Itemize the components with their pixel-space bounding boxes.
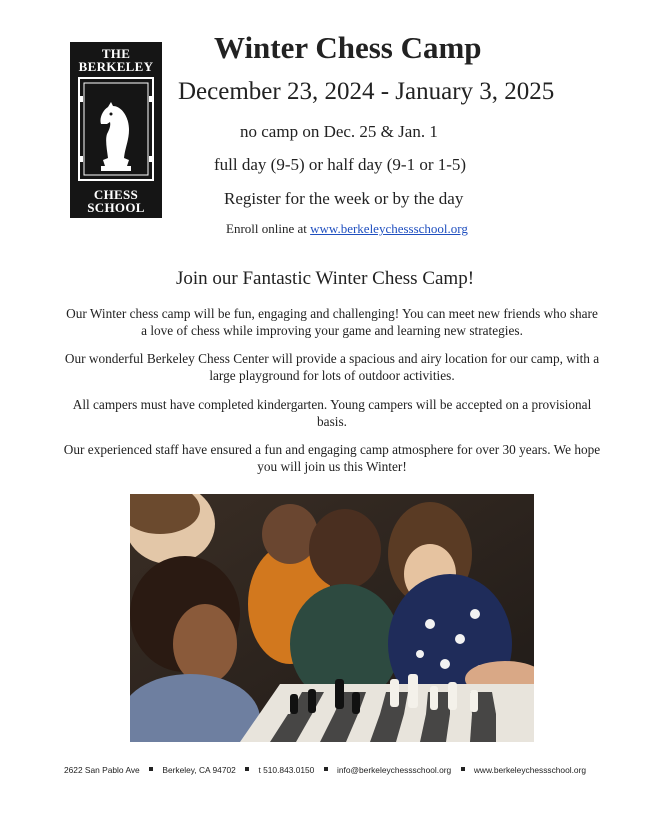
school-logo [70,42,162,218]
logo-bottom-text [70,188,162,214]
enroll-prefix: Enroll online at [226,221,307,236]
separator-square-icon [149,767,153,771]
no-camp-note: no camp on Dec. 25 & Jan. 1 [240,122,438,141]
logo-line-the: THE [101,46,131,61]
separator-square-icon [461,767,465,771]
footer-city: Berkeley, CA 94702 [162,765,236,775]
paragraph-intro: Our Winter chess camp will be fun, engaging and challenging! You can meet new friends who share a love of chess while improving your game and learning new strategies. [66,306,598,338]
footer-address: 2622 San Pablo Ave [63,765,140,775]
footer-website[interactable]: www.berkeleychessschool.org [473,765,587,775]
schedule-note: full day (9-5) or half day (9-1 or 1-5) [214,155,467,174]
logo-line-berkeley: BERKELEY [78,59,154,74]
paragraph-eligibility: All campers must have completed kindergarten. Young campers will be accepted on a provisional basis. [72,397,592,429]
chess-knight-icon [77,76,155,182]
logo-line-chess: CHESS [93,187,139,202]
separator-square-icon [245,767,249,771]
paragraph-location: Our wonderful Berkeley Chess Center will provide a spacious and airy location for our camp, with a large playground for lots of outdoor activities. [64,351,600,383]
footer-email[interactable]: info@berkeleychessschool.org [337,765,452,775]
logo-top-text [70,47,162,73]
logo-line-school: SCHOOL [87,200,145,215]
enroll-link[interactable]: www.berkeleychessschool.org [310,221,468,236]
paragraph-staff: Our experienced staff have ensured a fun and engaging camp atmosphere for over 30 years. We hope you will join us this Winter! [63,442,601,474]
contact-footer [0,765,650,775]
register-note: Register for the week or by the day [224,189,464,208]
section-heading: Join our Fantastic Winter Chess Camp! [175,268,475,289]
page-title: Winter Chess Camp [214,30,482,65]
enroll-line [226,221,468,237]
footer-phone: t 510.843.0150 [258,765,315,775]
separator-square-icon [324,767,328,771]
camp-dates: December 23, 2024 - January 3, 2025 [178,78,555,105]
chess-kids-photo [130,494,534,742]
